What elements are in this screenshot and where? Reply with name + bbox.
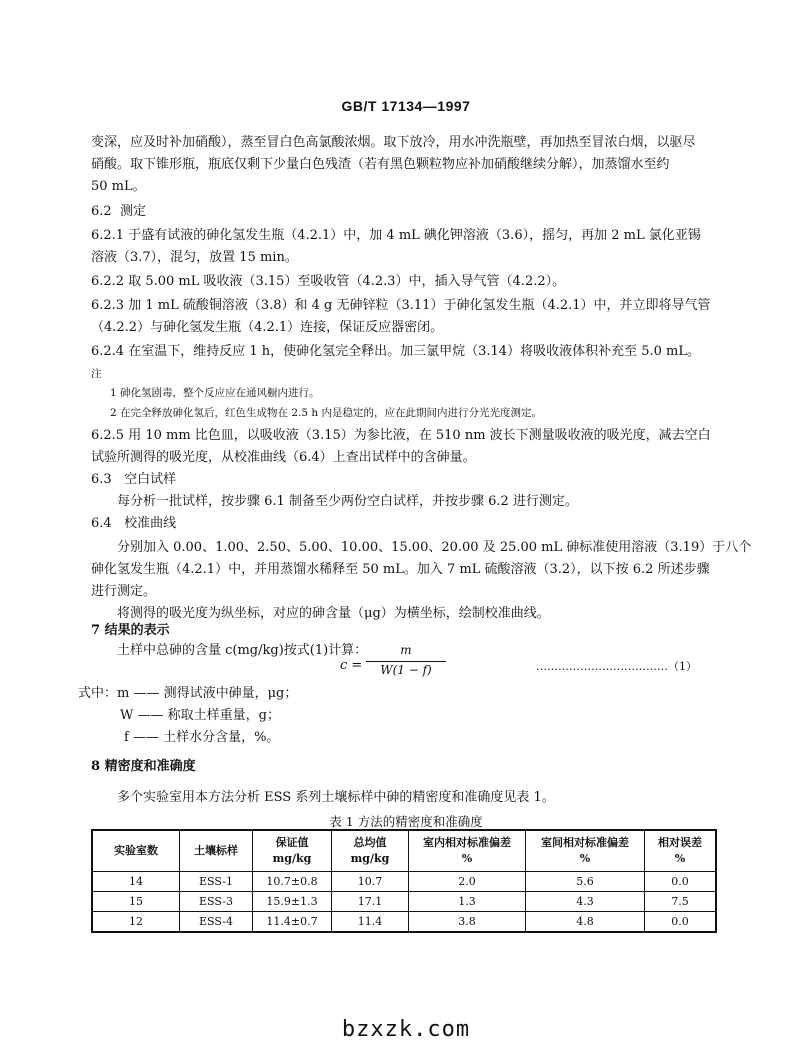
table-cell: 11.4±0.7 — [253, 912, 332, 933]
variable-W: W —— 称取土样重量，g； — [120, 708, 280, 723]
clause-6-2-4: 6.2.4 在室温下，维持反应 1 h，使砷化氢完全释出。加三氯甲烷（3.14）将吸收液体积补充至 5.0 mL。 — [91, 344, 700, 359]
section-6-4-text2: 将测得的吸光度为纵坐标，对应的砷含量（μg）为横坐标，绘制校准曲线。 — [117, 606, 550, 621]
precision-accuracy-table — [91, 829, 717, 933]
table-cell: 11.4 — [332, 912, 409, 933]
section-6-3-heading — [91, 469, 176, 491]
table-cell: 14 — [92, 872, 180, 892]
table-cell: 10.7±0.8 — [253, 872, 332, 892]
paragraph-line: 变深，应及时补加硝酸），蒸至冒白色高氯酸浓烟。取下放冷，用水冲洗瓶壁，再加热至冒浓白烟，以驱尽 — [91, 135, 696, 150]
clause-6-2-3: 6.2.3 加 1 mL 硫酸铜溶液（3.8）和 4 g 无砷锌粒（3.11）于砷化氢发生瓶（4.2.1）中，并立即将导气管 — [91, 298, 711, 313]
clause-6-2-2: 6.2.2 取 5.00 mL 吸收液（3.15）至吸收管（4.2.3）中，插入导气管（4.2.2）。 — [91, 274, 566, 289]
header-cell: 保证值 mg/kg — [253, 830, 332, 872]
formula-legend-line — [78, 683, 297, 705]
table-cell: 10.7 — [332, 872, 409, 892]
section-title: 空白试样 — [124, 472, 177, 487]
section-6-2-heading — [91, 201, 146, 223]
section-8-heading: 8 精密度和准确度 — [91, 759, 196, 774]
note-label: 注 — [91, 368, 102, 380]
table-cell: 3.8 — [409, 912, 526, 933]
section-6-4-text: 分别加入 0.00、1.00、2.50、5.00、10.00、15.00、20.00 及 25.00 mL 砷标准使用溶液（3.19）于八个 — [117, 540, 752, 555]
section-8-text: 多个实验室用本方法分析 ESS 系列土壤标样中砷的精密度和准确度见表 1。 — [117, 790, 555, 805]
table-cell: 2.0 — [409, 872, 526, 892]
section-number: 6.2 — [91, 204, 112, 219]
fraction-bar — [366, 661, 446, 662]
table-cell: 5.6 — [526, 872, 645, 892]
table-caption: 表 1 方法的精密度和准确度 — [329, 814, 483, 829]
table-row — [92, 892, 716, 912]
where-label: 式中： — [78, 686, 118, 701]
header-cell: 土壤标样 — [180, 830, 253, 872]
section-6-4-text: 砷化氢发生瓶（4.2.1）中，并用蒸馏水稀释至 50 mL。加入 7 mL 硫酸溶液（3.2），以下按 6.2 所述步骤 — [91, 562, 710, 577]
paragraph-line: 硝酸。取下锥形瓶，瓶底仅剩下少量白色残渣（若有黑色颗粒物应补加硝酸继续分解），加蒸馏水至约 — [91, 157, 670, 172]
section-7-heading: 7 结果的表示 — [91, 623, 170, 638]
paragraph-line: 50 mL。 — [91, 179, 146, 194]
table-cell: 15 — [92, 892, 180, 912]
table-header-row — [92, 830, 716, 872]
clause-6-2-5: 6.2.5 用 10 mm 比色皿，以吸收液（3.15）为参比液，在 510 nm 波长下测量吸收液的吸光度，减去空白 — [91, 428, 711, 443]
header-cell: 总均值 mg/kg — [332, 830, 409, 872]
section-6-3-text: 每分析一批试样，按步骤 6.1 制备至少两份空白试样，并按步骤 6.2 进行测定。 — [117, 494, 578, 509]
header-cell: 实验室数 — [92, 830, 180, 872]
table-cell: 4.3 — [526, 892, 645, 912]
formula-denominator: W(1 − f) — [380, 663, 432, 677]
table-cell: 0.0 — [645, 912, 717, 933]
table-cell: 12 — [92, 912, 180, 933]
section-7-text: 土样中总砷的含量 c(mg/kg)按式(1)计算： — [117, 643, 368, 658]
table-cell: 15.9±1.3 — [253, 892, 332, 912]
note-2: 2 在完全释放砷化氢后，红色生成物在 2.5 h 内是稳定的，应在此期间内进行分光光度测定。 — [110, 407, 542, 419]
table-cell: ESS-4 — [180, 912, 253, 933]
table-cell: 4.8 — [526, 912, 645, 933]
formula-numerator: m — [400, 643, 412, 657]
table-cell: 1.3 — [409, 892, 526, 912]
site-watermark: bzxzk.com — [341, 1017, 471, 1042]
table-cell: ESS-1 — [180, 872, 253, 892]
variable-m: m —— 测得试液中砷量，μg； — [117, 686, 298, 701]
clause-6-2-5-cont: 试验所测得的吸光度，从校准曲线（6.4）上查出试样中的含砷量。 — [91, 450, 476, 465]
table-row — [92, 912, 716, 933]
section-title: 校准曲线 — [124, 516, 177, 531]
header-cell: 相对误差 % — [645, 830, 717, 872]
clause-6-2-1: 6.2.1 于盛有试液的砷化氢发生瓶（4.2.1）中，加 4 mL 碘化钾溶液（3.6），摇匀，再加 2 mL 氯化亚锡 — [91, 228, 701, 243]
table-row — [92, 872, 716, 892]
header-cell: 室内相对标准偏差 % — [409, 830, 526, 872]
clause-6-2-1-cont: 溶液（3.7），混匀，放置 15 min。 — [91, 250, 298, 265]
standard-number-header: GB/T 17134—1997 — [341, 98, 471, 114]
table-cell: ESS-3 — [180, 892, 253, 912]
formula-tag: ………………………………（1） — [536, 660, 697, 673]
table-cell: 17.1 — [332, 892, 409, 912]
section-6-4-text: 进行测定。 — [91, 584, 157, 599]
formula-lhs: c = — [340, 658, 363, 673]
section-number: 6.4 — [91, 516, 112, 531]
note-1: 1 砷化氢剧毒，整个反应应在通风橱内进行。 — [110, 387, 320, 399]
section-number: 6.3 — [91, 472, 112, 487]
variable-f: f —— 土样水分含量，%。 — [124, 730, 280, 745]
table-cell: 7.5 — [645, 892, 717, 912]
table-cell: 0.0 — [645, 872, 717, 892]
section-6-4-heading — [91, 513, 176, 535]
clause-6-2-3-cont: （4.2.2）与砷化氢发生瓶（4.2.1）连接，保证反应器密闭。 — [91, 320, 444, 335]
section-title: 测定 — [119, 204, 146, 219]
header-cell: 室间相对标准偏差 % — [526, 830, 645, 872]
